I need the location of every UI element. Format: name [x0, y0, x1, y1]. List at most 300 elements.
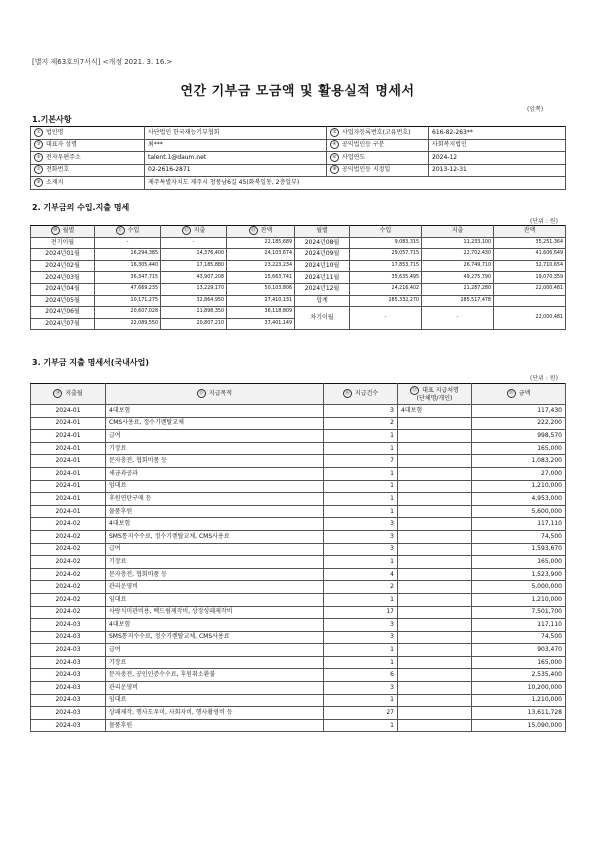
- recipient-cell: [398, 518, 472, 531]
- field-label: [327, 152, 429, 165]
- table-row: [31, 644, 566, 657]
- circled-number: ⑦: [34, 165, 43, 174]
- table-row: [31, 581, 566, 594]
- circled-number: ⑥: [330, 153, 339, 162]
- recipient-cell: [398, 719, 472, 732]
- month-cell: 2024년03월: [31, 272, 95, 284]
- count-cell: 1: [324, 719, 398, 732]
- expense-month-cell: 2024-02: [31, 543, 106, 556]
- field-value: 616-82-263**: [429, 127, 566, 140]
- income-cell: 16,305,440: [95, 260, 161, 272]
- month-cell: 2024년02월: [31, 260, 95, 272]
- expense-month-cell: 2024-03: [31, 669, 106, 682]
- count-cell: 4: [324, 568, 398, 581]
- expense-cell: 285,517,478: [422, 295, 494, 307]
- balance-cell: 27,410,131: [227, 295, 295, 307]
- expense-cell: 32,864,950: [161, 295, 227, 307]
- balance-cell: 19,070,359: [494, 272, 566, 284]
- expense-month-cell: 2024-03: [31, 644, 106, 657]
- recipient-cell: [398, 581, 472, 594]
- income-cell: 20,607,028: [95, 307, 161, 319]
- field-label-text: 사업연도: [342, 153, 366, 161]
- column-header: [398, 384, 472, 405]
- purpose-cell: 문자충전, 협회비품 등: [106, 455, 324, 468]
- column-header: 지출: [422, 226, 494, 238]
- circled-number: ⑪: [116, 226, 125, 235]
- field-value: 2024-12: [429, 152, 566, 165]
- amount-cell: 1,210,000: [472, 480, 566, 493]
- column-header: [95, 226, 161, 238]
- month-row: [31, 260, 566, 272]
- count-cell: 3: [324, 631, 398, 644]
- purpose-cell: 4대보험: [106, 619, 324, 632]
- amount-cell: 15,090,000: [472, 719, 566, 732]
- amount-cell: 1,593,670: [472, 543, 566, 556]
- count-cell: 1: [324, 505, 398, 518]
- month-cell: 차기이월: [295, 307, 350, 330]
- expense-month-cell: 2024-01: [31, 442, 106, 455]
- recipient-cell: [398, 543, 472, 556]
- expense-cell: -: [161, 237, 227, 249]
- field-label-text: 공익법인등 구분: [342, 141, 385, 149]
- count-cell: 1: [324, 556, 398, 569]
- amount-cell: 74,500: [472, 530, 566, 543]
- table-row: [31, 669, 566, 682]
- balance-cell: 50,103,806: [227, 283, 295, 295]
- expense-cell: 11,233,100: [422, 237, 494, 249]
- expense-cell: 22,702,430: [422, 249, 494, 261]
- table-row: [31, 405, 566, 418]
- table-row: [31, 719, 566, 732]
- table-row: [31, 442, 566, 455]
- expense-month-cell: 2024-03: [31, 656, 106, 669]
- month-cell: 합계: [295, 295, 350, 307]
- purpose-cell: 급여: [106, 644, 324, 657]
- section1-title: 1.기본사항: [32, 115, 72, 124]
- table-row: [31, 493, 566, 506]
- income-cell: 29,057,715: [350, 249, 422, 261]
- balance-cell: 37,401,149: [227, 318, 295, 330]
- circled-number: ③: [34, 140, 43, 149]
- table-row: [31, 505, 566, 518]
- expense-month-cell: 2024-02: [31, 530, 106, 543]
- expense-cell: 49,275,790: [422, 272, 494, 284]
- circled-number: ⑤: [34, 153, 43, 162]
- expense-cell: -: [422, 307, 494, 330]
- amount-cell: 1,210,000: [472, 694, 566, 707]
- field-label: [31, 177, 145, 190]
- table-row: [31, 480, 566, 493]
- field-label-text: 전화번호: [46, 166, 70, 174]
- balance-cell: 22,000,481: [494, 307, 566, 330]
- column-header-text: 지출: [193, 227, 206, 235]
- address-value: 제주특별자치도 제주시 청풍남6길 45(화북일동, 2층일부): [145, 177, 566, 190]
- purpose-cell: 급여: [106, 430, 324, 443]
- table-row: [31, 606, 566, 619]
- expense-month-cell: 2024-01: [31, 505, 106, 518]
- section2-unit: (단위 : 원): [530, 218, 558, 225]
- basic-info-row: [31, 164, 566, 177]
- income-cell: 17,853,715: [350, 260, 422, 272]
- month-cell: 2024년10월: [295, 260, 350, 272]
- purpose-cell: SMS통지수수료, 정수기렌탈교체, CMS사용료: [106, 530, 324, 543]
- income-cell: 47,669,235: [95, 283, 161, 295]
- count-cell: 6: [324, 669, 398, 682]
- column-header-text: 금액: [518, 390, 531, 397]
- expense-month-cell: 2024-02: [31, 556, 106, 569]
- income-cell: -: [95, 237, 161, 249]
- table-row: [31, 694, 566, 707]
- recipient-header-line2: (단체명/개인): [416, 394, 453, 402]
- table-row: [31, 656, 566, 669]
- table-row: [31, 568, 566, 581]
- purpose-cell: 물품후원: [106, 719, 324, 732]
- expense-month-cell: 2024-02: [31, 568, 106, 581]
- table-row: [31, 543, 566, 556]
- income-cell: -: [350, 307, 422, 330]
- recipient-cell: [398, 593, 472, 606]
- amount-cell: 222,200: [472, 417, 566, 430]
- count-cell: 3: [324, 530, 398, 543]
- field-label: [31, 127, 145, 140]
- count-cell: 27: [324, 707, 398, 720]
- expense-month-cell: 2024-01: [31, 455, 106, 468]
- field-label: [31, 139, 145, 152]
- section3-title: 3. 기부금 지출 명세서(국내사업): [32, 358, 150, 367]
- purpose-cell: 기장료: [106, 556, 324, 569]
- balance-cell: 32,710,654: [494, 260, 566, 272]
- income-cell: 24,216,402: [350, 283, 422, 295]
- recipient-cell: [398, 606, 472, 619]
- field-value: 02-2616-2871: [145, 164, 327, 177]
- field-label: [31, 152, 145, 165]
- expense-cell: 43,907,208: [161, 272, 227, 284]
- income-cell: 9,083,315: [350, 237, 422, 249]
- table-row: [31, 631, 566, 644]
- amount-cell: 165,000: [472, 442, 566, 455]
- month-cell: 2024년06월: [31, 307, 95, 319]
- recipient-cell: [398, 707, 472, 720]
- circled-number: ⑧: [330, 165, 339, 174]
- expense-month-cell: 2024-03: [31, 631, 106, 644]
- purpose-cell: 문자충전, 협회비품 등: [106, 568, 324, 581]
- month-cell: 전기이월: [31, 237, 95, 249]
- income-cell: 36,347,715: [95, 272, 161, 284]
- amount-cell: 27,000: [472, 467, 566, 480]
- amount-cell: 165,000: [472, 656, 566, 669]
- recipient-header-line1: 대표 지급처명: [422, 386, 459, 394]
- table-row: [31, 455, 566, 468]
- amount-cell: 117,110: [472, 619, 566, 632]
- field-label: [31, 164, 145, 177]
- circled-number: ⑭: [53, 389, 62, 398]
- expense-month-cell: 2024-01: [31, 405, 106, 418]
- column-header: [106, 384, 324, 405]
- purpose-cell: 관리운영비: [106, 581, 324, 594]
- table-row: [31, 619, 566, 632]
- purpose-cell: 사랑식미관비용, 백드림제작비, 상장상패제작비: [106, 606, 324, 619]
- count-cell: 1: [324, 656, 398, 669]
- purpose-cell: 기장료: [106, 656, 324, 669]
- month-row: [31, 272, 566, 284]
- circled-number: ⑬: [249, 226, 258, 235]
- expense-month-cell: 2024-03: [31, 694, 106, 707]
- circled-number: ⑫: [182, 226, 191, 235]
- purpose-cell: CMS사용료, 정수기렌탈교체: [106, 417, 324, 430]
- balance-cell: 23,223,234: [227, 260, 295, 272]
- amount-cell: 4,953,000: [472, 493, 566, 506]
- recipient-cell: [398, 480, 472, 493]
- expense-month-cell: 2024-03: [31, 682, 106, 695]
- purpose-cell: 4대보험: [106, 518, 324, 531]
- column-header-text: 지급건수: [354, 390, 379, 397]
- amount-cell: 13,611,728: [472, 707, 566, 720]
- purpose-cell: 상패제작, 행사도우미, 사회자비, 행사활영비 등: [106, 707, 324, 720]
- circled-number: ②: [330, 128, 339, 137]
- column-header: [31, 226, 95, 238]
- field-label-text: 법인명: [46, 128, 64, 136]
- circled-number: ⑯: [343, 389, 352, 398]
- column-header: 수입: [350, 226, 422, 238]
- circled-number: ⑨: [34, 178, 43, 187]
- table-row: [31, 530, 566, 543]
- circled-number: ④: [330, 140, 339, 149]
- income-cell: 16,294,385: [95, 249, 161, 261]
- balance-cell: 24,103,674: [227, 249, 295, 261]
- field-label-text: 사업자등록번호(고유번호): [342, 128, 411, 136]
- expense-month-cell: 2024-01: [31, 467, 106, 480]
- balance-cell: 36,118,809: [227, 307, 295, 319]
- recipient-cell: [398, 694, 472, 707]
- table-row: [31, 707, 566, 720]
- column-header: [472, 384, 566, 405]
- circled-number: ⑱: [507, 389, 516, 398]
- expense-cell: 21,287,280: [422, 283, 494, 295]
- circled-number: ⑩: [51, 226, 60, 235]
- month-cell: 2024년11월: [295, 272, 350, 284]
- column-header-text: 수입: [127, 227, 140, 235]
- balance-cell: 22,000,481: [494, 283, 566, 295]
- amount-cell: 117,430: [472, 405, 566, 418]
- table-row: [31, 682, 566, 695]
- column-header: 월별: [295, 226, 350, 238]
- income-cell: 10,171,275: [95, 295, 161, 307]
- purpose-cell: 임대료: [106, 480, 324, 493]
- count-cell: 3: [324, 518, 398, 531]
- balance-cell: 41,606,649: [494, 249, 566, 261]
- month-row: [31, 295, 566, 307]
- month-cell: 2024년09월: [295, 249, 350, 261]
- count-cell: 1: [324, 694, 398, 707]
- purpose-cell: 4대보험: [106, 405, 324, 418]
- expense-cell: 14,376,400: [161, 249, 227, 261]
- expense-month-cell: 2024-02: [31, 581, 106, 594]
- count-cell: 2: [324, 417, 398, 430]
- circled-number: ⑰: [410, 386, 419, 395]
- month-cell: 2024년08월: [295, 237, 350, 249]
- recipient-cell: [398, 442, 472, 455]
- month-cell: 2024년07월: [31, 318, 95, 330]
- header-row: [31, 384, 566, 405]
- purpose-cell: 임대료: [106, 593, 324, 606]
- purpose-cell: SMS통지수수료, 정수기렌탈교체, CMS사용료: [106, 631, 324, 644]
- balance-cell: 15,663,741: [227, 272, 295, 284]
- table-row: [31, 430, 566, 443]
- column-header-text: 지급목적: [208, 390, 233, 397]
- expense-month-cell: 2024-03: [31, 719, 106, 732]
- page-note: (앞쪽): [527, 106, 544, 113]
- section3-unit: (단위 : 원): [530, 375, 558, 382]
- income-cell: 285,332,270: [350, 295, 422, 307]
- recipient-cell: [398, 619, 472, 632]
- amount-cell: 165,000: [472, 556, 566, 569]
- amount-cell: 10,200,000: [472, 682, 566, 695]
- month-row: [31, 237, 566, 249]
- recipient-cell: 4대보험: [398, 405, 472, 418]
- field-label-text: 전자우편주소: [46, 153, 81, 161]
- basic-info-row: [31, 152, 566, 165]
- expense-month-cell: 2024-02: [31, 518, 106, 531]
- circled-number: ⑮: [197, 389, 206, 398]
- expense-month-cell: 2024-01: [31, 493, 106, 506]
- month-cell: 2024년12월: [295, 283, 350, 295]
- count-cell: 3: [324, 619, 398, 632]
- purpose-cell: 세금과공과: [106, 467, 324, 480]
- amount-cell: 1,210,000: [472, 593, 566, 606]
- expense-month-cell: 2024-01: [31, 417, 106, 430]
- count-cell: 1: [324, 593, 398, 606]
- basic-info-row: [31, 127, 566, 140]
- month-cell: 2024년04월: [31, 283, 95, 295]
- month-row: [31, 307, 566, 319]
- field-label-text: 공익법인등 지정일: [342, 166, 391, 174]
- form-number: [별지 제63호의7서식] <개정 2021. 3. 16.>: [32, 58, 173, 66]
- amount-cell: 1,083,200: [472, 455, 566, 468]
- expense-cell: 17,185,880: [161, 260, 227, 272]
- circled-number: ①: [34, 128, 43, 137]
- amount-cell: 74,500: [472, 631, 566, 644]
- expense-month-cell: 2024-01: [31, 430, 106, 443]
- balance-cell: [494, 295, 566, 307]
- recipient-cell: [398, 505, 472, 518]
- count-cell: 1: [324, 467, 398, 480]
- recipient-cell: [398, 530, 472, 543]
- header-row: [31, 226, 566, 238]
- income-cell: 35,635,495: [350, 272, 422, 284]
- count-cell: 7: [324, 455, 398, 468]
- basic-info-table: [30, 126, 566, 190]
- count-cell: 1: [324, 442, 398, 455]
- purpose-cell: 후원연탄구매 등: [106, 493, 324, 506]
- amount-cell: 117,110: [472, 518, 566, 531]
- table-row: [31, 467, 566, 480]
- field-value: 2013-12-31: [429, 164, 566, 177]
- document-title: 연간 기부금 모금액 및 활용실적 명세서: [180, 84, 415, 99]
- month-row: [31, 283, 566, 295]
- count-cell: 3: [324, 682, 398, 695]
- purpose-cell: 임대료: [106, 694, 324, 707]
- recipient-cell: [398, 556, 472, 569]
- recipient-cell: [398, 430, 472, 443]
- count-cell: 17: [324, 606, 398, 619]
- amount-cell: 5,000,000: [472, 581, 566, 594]
- field-label-text: 소재지: [46, 178, 64, 186]
- recipient-cell: [398, 467, 472, 480]
- recipient-cell: [398, 631, 472, 644]
- purpose-cell: 문자충전, 공인인증수수료, 후원취소환불: [106, 669, 324, 682]
- column-header: [324, 384, 398, 405]
- basic-info-row: [31, 177, 566, 190]
- amount-cell: 1,523,900: [472, 568, 566, 581]
- amount-cell: 2,535,400: [472, 669, 566, 682]
- recipient-cell: [398, 417, 472, 430]
- purpose-cell: 물품후원: [106, 505, 324, 518]
- recipient-cell: [398, 682, 472, 695]
- expense-cell: 26,749,710: [422, 260, 494, 272]
- expense-month-cell: 2024-03: [31, 619, 106, 632]
- balance-cell: 35,251,364: [494, 237, 566, 249]
- field-label: [327, 139, 429, 152]
- income-cell: 22,089,550: [95, 318, 161, 330]
- expense-month-cell: 2024-02: [31, 593, 106, 606]
- table-row: [31, 556, 566, 569]
- column-header-text: 지출월: [65, 390, 83, 397]
- purpose-cell: 기장료: [106, 442, 324, 455]
- section2-title: 2. 기부금의 수입.지출 명세: [32, 203, 130, 212]
- expense-detail-table: [30, 383, 566, 732]
- field-value: 최***: [145, 139, 327, 152]
- amount-cell: 7,501,700: [472, 606, 566, 619]
- expense-cell: 13,229,170: [161, 283, 227, 295]
- count-cell: 1: [324, 430, 398, 443]
- table-row: [31, 518, 566, 531]
- column-header: 잔액: [494, 226, 566, 238]
- field-value: 사단법인 한국재능기부협회: [145, 127, 327, 140]
- amount-cell: 903,470: [472, 644, 566, 657]
- column-header: [227, 226, 295, 238]
- recipient-cell: [398, 669, 472, 682]
- recipient-cell: [398, 656, 472, 669]
- recipient-cell: [398, 493, 472, 506]
- recipient-cell: [398, 568, 472, 581]
- month-cell: 2024년05월: [31, 295, 95, 307]
- count-cell: 2: [324, 581, 398, 594]
- field-value: talent.1@daum.net: [145, 152, 327, 165]
- expense-cell: 20,807,210: [161, 318, 227, 330]
- expense-month-cell: 2024-03: [31, 707, 106, 720]
- purpose-cell: 관리운영비: [106, 682, 324, 695]
- month-row: [31, 249, 566, 261]
- expense-cell: 11,898,350: [161, 307, 227, 319]
- purpose-cell: 급여: [106, 543, 324, 556]
- field-value: 사회복지법인: [429, 139, 566, 152]
- column-header-text: 월별: [62, 227, 75, 235]
- recipient-cell: [398, 455, 472, 468]
- table-row: [31, 593, 566, 606]
- basic-info-row: [31, 139, 566, 152]
- amount-cell: 998,570: [472, 430, 566, 443]
- count-cell: 1: [324, 480, 398, 493]
- recipient-cell: [398, 644, 472, 657]
- balance-cell: 22,185,689: [227, 237, 295, 249]
- count-cell: 1: [324, 644, 398, 657]
- expense-month-cell: 2024-01: [31, 480, 106, 493]
- count-cell: 1: [324, 493, 398, 506]
- expense-month-cell: 2024-02: [31, 606, 106, 619]
- field-label: [327, 127, 429, 140]
- field-label: [327, 164, 429, 177]
- count-cell: 3: [324, 405, 398, 418]
